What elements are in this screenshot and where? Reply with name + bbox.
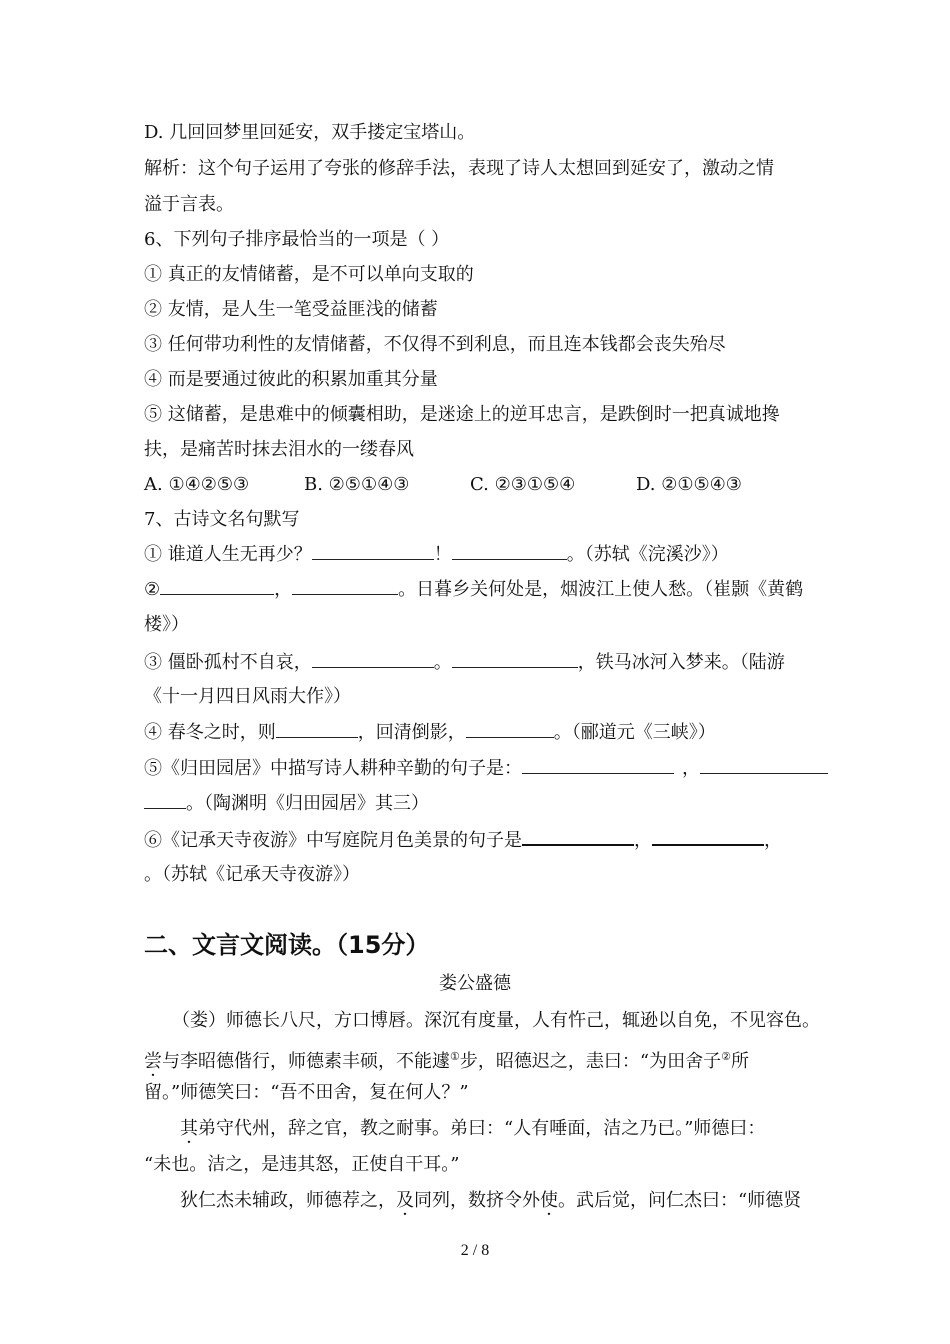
passage-para-3-line-1: 狄仁杰未辅政，师德荐之，及同列，数挤令外使。武后觉，问仁杰曰：“师德贤 [180,1188,801,1214]
passage-para-2-line-2: “未也。洁之，是违其怒，正使自干耳。” [144,1154,460,1175]
poem-item-5: ⑤《归田园居》中描写诗人耕种辛勤的句子是： ， [144,755,828,782]
fill-blank[interactable] [160,576,274,595]
footnote-marker: ① [450,1050,460,1063]
fill-blank[interactable] [292,576,398,595]
fill-blank[interactable] [312,541,434,560]
question-6-options [144,472,742,498]
emphasis-char: 及 [396,1190,414,1211]
fill-blank[interactable] [144,790,186,809]
sentence-4: ④ 而是要通过彼此的积累加重其分量 [144,369,438,390]
poem-item-6: ⑥《记承天寺夜游》中写庭院月色美景的句子是 ， ， [144,826,782,854]
option-b: B. ②⑤①④③ [304,474,410,495]
question-7: 7、古诗文名句默写 [144,509,300,530]
passage-title: 娄公盛德 [439,973,511,994]
question-6: 6、下列句子排序最恰当的一项是（ ） [144,229,450,250]
emphasis-char: 其 [180,1118,198,1139]
poem-item-3-cont: 《十一月四日风雨大作》） [144,686,351,707]
emphasis-char: 使 [540,1190,558,1211]
sentence-1: ① 真正的友情储蓄，是不可以单向支取的 [144,264,474,285]
section-heading: 二、文言文阅读。（15分） [144,931,430,959]
poem-item-2-cont: 楼》） [144,614,189,635]
fill-blank[interactable] [522,826,634,846]
option-c: C. ②③①⑤④ [470,474,576,495]
sentence-3: ③ 任何带功利性的友情储蓄，不仅得不到利息，而且连本钱都会丧失殆尽 [144,334,726,355]
emphasis-char: 尝 [144,1051,162,1072]
poem-item-6-cont: 。（苏轼《记承天寺夜游》） [144,864,360,885]
fill-blank[interactable] [452,649,578,668]
sentence-5-line-1: ⑤ 这储蓄，是患难中的倾囊相助，是迷途上的逆耳忠言，是跌倒时一把真诚地搀 [144,404,780,425]
footnote-marker: ② [721,1050,731,1063]
analysis-line-1: 解析：这个句子运用了夸张的修辞手法，表现了诗人太想回到延安了，激动之情 [144,158,774,179]
sentence-5-line-2: 扶，是痛苦时抹去泪水的一缕春风 [144,439,414,460]
fill-blank[interactable] [312,649,434,668]
analysis-line-2: 溢于言表。 [144,194,234,215]
fill-blank[interactable] [700,755,828,774]
passage-para-1-line-3: 留。”师德笑曰：“吾不田舍，复在何人？” [144,1082,469,1103]
poem-item-5-cont: 。（陶渊明《归田园居》其三） [144,790,429,817]
passage-para-1-line-2: 尝与李昭德偕行，师德素丰硕，不能遽①步，昭德迟之，恚曰：“为田舍子②所 [144,1044,749,1075]
option-a: A. ①④②⑤③ [144,474,250,495]
poem-item-4: ④ 春冬之时，则 ，回清倒影， 。（郦道元《三峡》） [144,719,716,746]
answer-d: D. 几回回梦里回延安，双手搂定宝塔山。 [144,122,476,143]
option-d: D. ②①⑤④③ [636,474,742,495]
sentence-2: ② 友情，是人生一笔受益匪浅的储蓄 [144,299,438,320]
fill-blank[interactable] [466,719,554,738]
fill-blank[interactable] [652,826,764,846]
fill-blank[interactable] [276,719,358,738]
passage-para-1-line-1: （娄）师德长八尺，方口博唇。深沉有度量，人有忤己，辄逊以自免，不见容色。 [172,1010,820,1031]
poem-item-1: ① 谁道人生无再少？ ！ 。（苏轼《浣溪沙》） [144,541,729,568]
poem-item-2: ② ， 。日暮乡关何处是，烟波江上使人愁。（崔颢《黄鹤 [144,576,803,603]
passage-para-2-line-1: 其弟守代州，辞之官，教之耐事。弟曰：“人有唾面，洁之乃已。”师德曰： [180,1116,765,1142]
fill-blank[interactable] [452,541,567,560]
poem-item-3: ③ 僵卧孤村不自哀， 。 ，铁马冰河入梦来。（陆游 [144,649,785,676]
fill-blank[interactable] [522,755,674,774]
page-number: 2 / 8 [460,1242,490,1259]
